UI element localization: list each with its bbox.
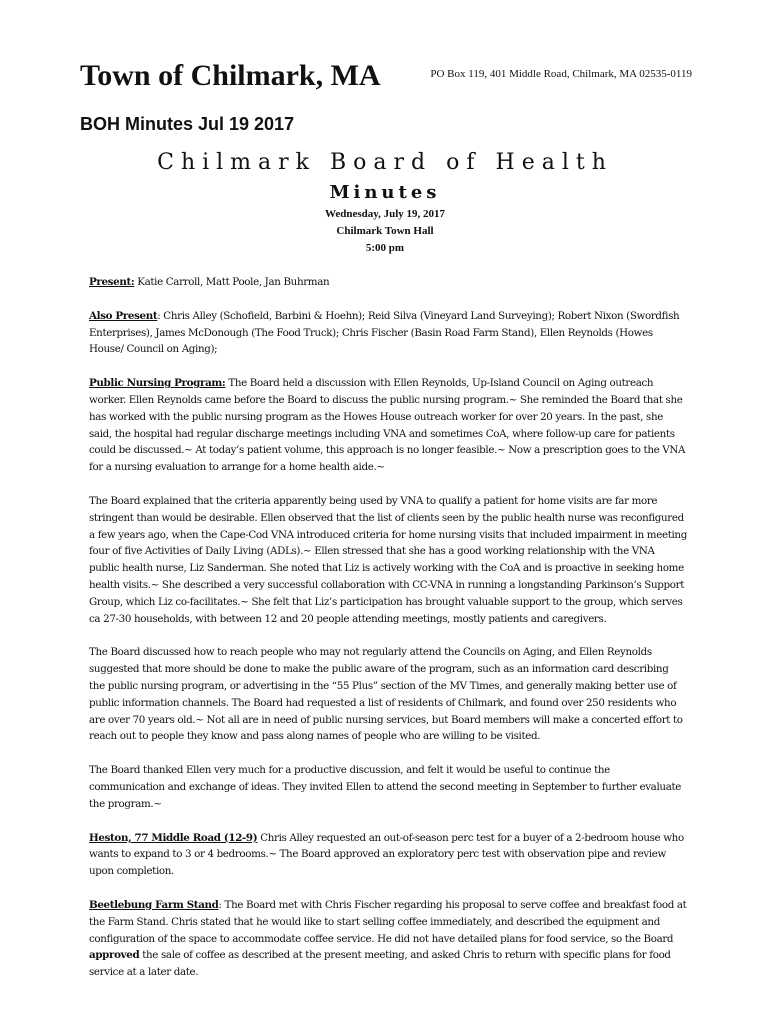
public-nursing-paragraph-3: The Board discussed how to reach people who may not regularly attend the Councils on Aging, and Ellen Reynolds suggested that more should be done to make the public aware of the program, such as an information card describing the public nursing program, or advertising in the “55 Plus” section of the MV Times, and generally making better use of public information channels. The Board had requested a list of residents of Chilmark, and found over 250 residents who are over 70 years old.~ Not all are in need of public nursing services, but Board members will make a concerted effort to reach out to people they know and pass along names of people who are willing to be visited. [89,646,683,743]
heston-label: Heston, 77 Middle Road (12-9) [89,831,258,844]
beetlebung-text-1: : The Board met with Chris Fischer regarding his proposal to serve coffee and breakfast food at the Farm Stand. Chris stated that he would like to start selling coffee immediately, and described the equipment and configuration of the space to accommodate coffee service. He did not have detailed plans for food service, so the Board [89,898,687,945]
beetlebung-label: Beetlebung Farm Stand [89,898,219,911]
also-present-text: : Chris Alley (Schofield, Barbini & Hoehn); Reid Silva (Vineyard Land Surveying); Robert Nixon (Swordfish Enterprises), James McDonough (The Food Truck); Chris Fischer (Basin Road Farm Stand), Ellen Reynolds (Howes House/ Council on Aging); [89,309,680,356]
heston-paragraph [89,830,687,880]
public-nursing-paragraph-1 [89,375,687,476]
document-title: BOH Minutes Jul 19 2017 [80,114,295,134]
also-present-paragraph [89,308,687,358]
meeting-info [0,206,770,257]
beetlebung-text-2: the sale of coffee as described at the present meeting, and asked Chris to return with specific plans for food service at a later date. [89,949,671,979]
letterhead [80,56,692,96]
beetlebung-approved: approved [89,949,140,962]
minutes-body [89,274,687,998]
meeting-place: Chilmark Town Hall [336,225,434,237]
public-nursing-text-1: The Board held a discussion with Ellen Reynolds, Up-Island Council on Aging outreach worker. Ellen Reynolds came before the Board to discuss the public nursing program.~ She reminded the Board that she has worked with the public nursing program as the Howes House outreach worker for over 20 years. In the past, she said, the hospital had regular discharge meetings including VNA and sometimes CoA, where follow-up care for patients could be discussed.~ At today’s patient volume, this approach is no longer feasible.~ Now a prescription goes to the VNA for a nursing evaluation to arrange for a home health aide.~ [89,377,686,474]
meeting-time: 5:00 pm [365,242,405,254]
town-address: PO Box 119, 401 Middle Road, Chilmark, MA 02535-0119 [430,68,692,80]
heston-text: Chris Alley requested an out-of-season perc test for a buyer of a 2-bedroom house who wants to expand to 3 or 4 bedrooms.~ The Board approved an exploratory perc test with observation pipe and review upon completion. [89,831,684,878]
present-label: Present: [89,276,135,288]
public-nursing-paragraph-4: The Board thanked Ellen very much for a productive discussion, and felt it would be useful to continue the communication and exchange of ideas. They invited Ellen to attend the second meeting in September to further evaluate the program.~ [89,764,682,810]
board-title: Chilmark Board of Health [157,150,613,175]
present-text: Katie Carroll, Matt Poole, Jan Buhrman [134,276,330,288]
town-name: Town of Chilmark, MA [80,59,381,92]
present-paragraph [89,274,687,291]
also-present-label: Also Present [89,309,158,322]
minutes-heading: Minutes [329,182,441,203]
public-nursing-paragraph-2: The Board explained that the criteria apparently being used by VNA to qualify a patient for home visits are far more stringent than would be desirable. Ellen observed that the list of clients seen by the public health nurse was reconfigured a few years ago, when the Cape-Cod VNA introduced criteria for home nursing visits that included impairment in meeting four of five Activities of Daily Living (ADLs).~ Ellen stressed that she has a good working relationship with the VNA public health nurse, Liz Sanderman. She noted that Liz is actively working with the CoA and is proactive in seeking home health visits.~ She described a very successful collaboration with CC-VNA in running a longstanding Parkinson’s Support Group, which Liz co-facilitates.~ She felt that Liz’s participation has brought valuable support to the group, which serves ca 27-30 households, with between 12 and 20 people attending meetings, mostly patients and caregivers. [89,494,687,625]
beetlebung-paragraph [89,897,687,981]
meeting-date: Wednesday, July 19, 2017 [324,208,446,220]
public-nursing-label: Public Nursing Program: [89,377,226,390]
